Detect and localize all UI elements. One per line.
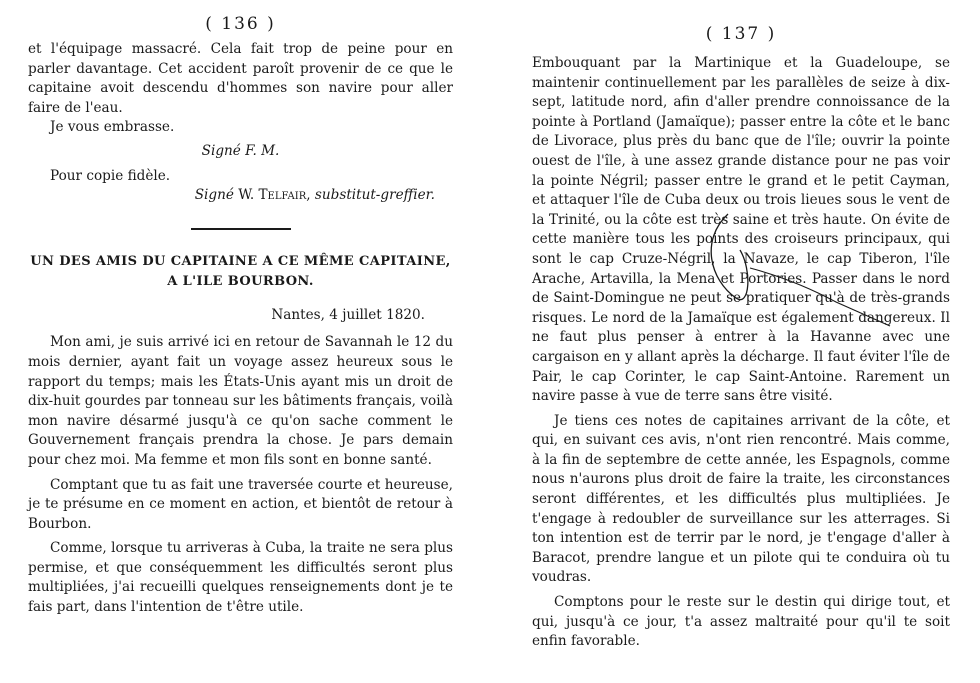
copy-line: Pour copie fidèle. — [50, 167, 171, 184]
right-text — [532, 54, 950, 652]
divider-rule — [191, 228, 291, 230]
signature-name: W. Telfair, — [238, 187, 311, 204]
letter-paragraph-1: Mon ami, je suis arrivé ici en retour de Savannah le 12 du mois dernier, ayant fait un voyage assez heureux sous le rapport du temps; mais les États-Unis ayant mis un droit de dix-huit gourdes par tonneau sur les bâtiments français, voilà mon navire désarmé jusqu'à ce qu'on sache comment le Gouvernement français prendra la chose. Je pars demain pour chez moi. Ma femme et mon fils sont en bonne santé. — [28, 334, 453, 468]
page-number-right: ( 137 ) — [705, 24, 777, 44]
route-paragraph: Embouquant par la Martinique et la Guadeloupe, se maintenir continuellement par les parallèles de seize à dix-sept, latitude nord, afin d'aller prendre connoissance de la pointe à Portland (Jamaïque); passer entre la côte et le banc de Livorace, plus près du banc que de l'île; ouvrir la pointe ouest de l'île, à une assez grande distance pour ne pas voir la pointe Négril; passer entre le grand et le petit Cayman, et attaquer l'île de Cuba deux ou trois lieues sous le vent de la Trinité, ou la côte est très saine et très haute. On évite de cette manière tous les points des croiseurs principaux, qui sont le cap Cruze-Négril, la Navaze, le cap Tiberon, l'île Arache, Artavilla, la Mena et Portories. Passer dans le nord de Saint-Domingue ne peut se pratiquer qu'à de très-grands risques. Le nord de la Jamaïque est également dangereux. Il ne faut plus penser à entrer à la Havanne avec une cargaison en y allant après la décharge. Il faut éviter l'île de Pair, le cap Corinter, le cap Saint-Antoine. Rarement un navire passe à vue de terre sans être visité. — [532, 55, 950, 405]
letter-paragraph-2: Comptant que tu as fait une traversée courte et heureuse, je te présume en ce moment en action, et bientôt de retour à Bourbon. — [28, 476, 453, 532]
notes-paragraph: Je tiens ces notes de capitaines arrivant de la côte, et qui, en suivant ces avis, n'ont rien rencontré. Mais comme, à la fin de septembre de cette année, les Espagnols, comme nous n'aurons plus droit de faire la traite, les circonstances seront différentes, et les difficultés plus multipliées. Je t'engage à redoubler de surveillance sur les atterrages. Si ton intention est de terrir par le nord, je t'engage d'aller à Baracot, prendre langue et un pilote qui te conduira où tu voudras. — [532, 412, 950, 586]
left-text — [28, 40, 453, 618]
letter-heading-line-2: A L'ILE BOURBON. — [167, 273, 314, 289]
right-page — [532, 0, 950, 683]
paragraph-continuation: et l'équipage massacré. Cela fait trop de peine pour en parler davantage. Cet accident paroît provenir de ce que le capitaine avoit descendu d'hommes son navire pour aller faire de l'eau. — [28, 41, 453, 116]
letter-paragraph-3: Comme, lorsque tu arriveras à Cuba, la traite ne sera plus permise, et que conséquemment les difficultés seront plus multipliées, j'ai recueilli quelques renseignements dont je te fais part, dans l'intention de t'être utile. — [28, 540, 453, 616]
left-page — [28, 0, 453, 683]
signature-telfair — [28, 186, 435, 206]
letter-heading-line-1: UN DES AMIS DU CAPITAINE A CE MÊME CAPITAINE, — [30, 253, 451, 269]
signature-prefix: Signé — [194, 187, 234, 204]
page-number-left: ( 136 ) — [205, 14, 276, 34]
paragraph-embrace: Je vous embrasse. — [50, 119, 175, 136]
closing-paragraph: Comptons pour le reste sur le destin qui dirige tout, et qui, jusqu'à ce jour, t'a assez maltraité pour qu'il te soit enfin favorable. — [532, 594, 950, 650]
signature-title: substitut-greffier. — [314, 187, 435, 204]
dateline: Nantes, 4 juillet 1820. — [271, 306, 425, 323]
signature-fm: Signé F. M. — [201, 142, 280, 159]
